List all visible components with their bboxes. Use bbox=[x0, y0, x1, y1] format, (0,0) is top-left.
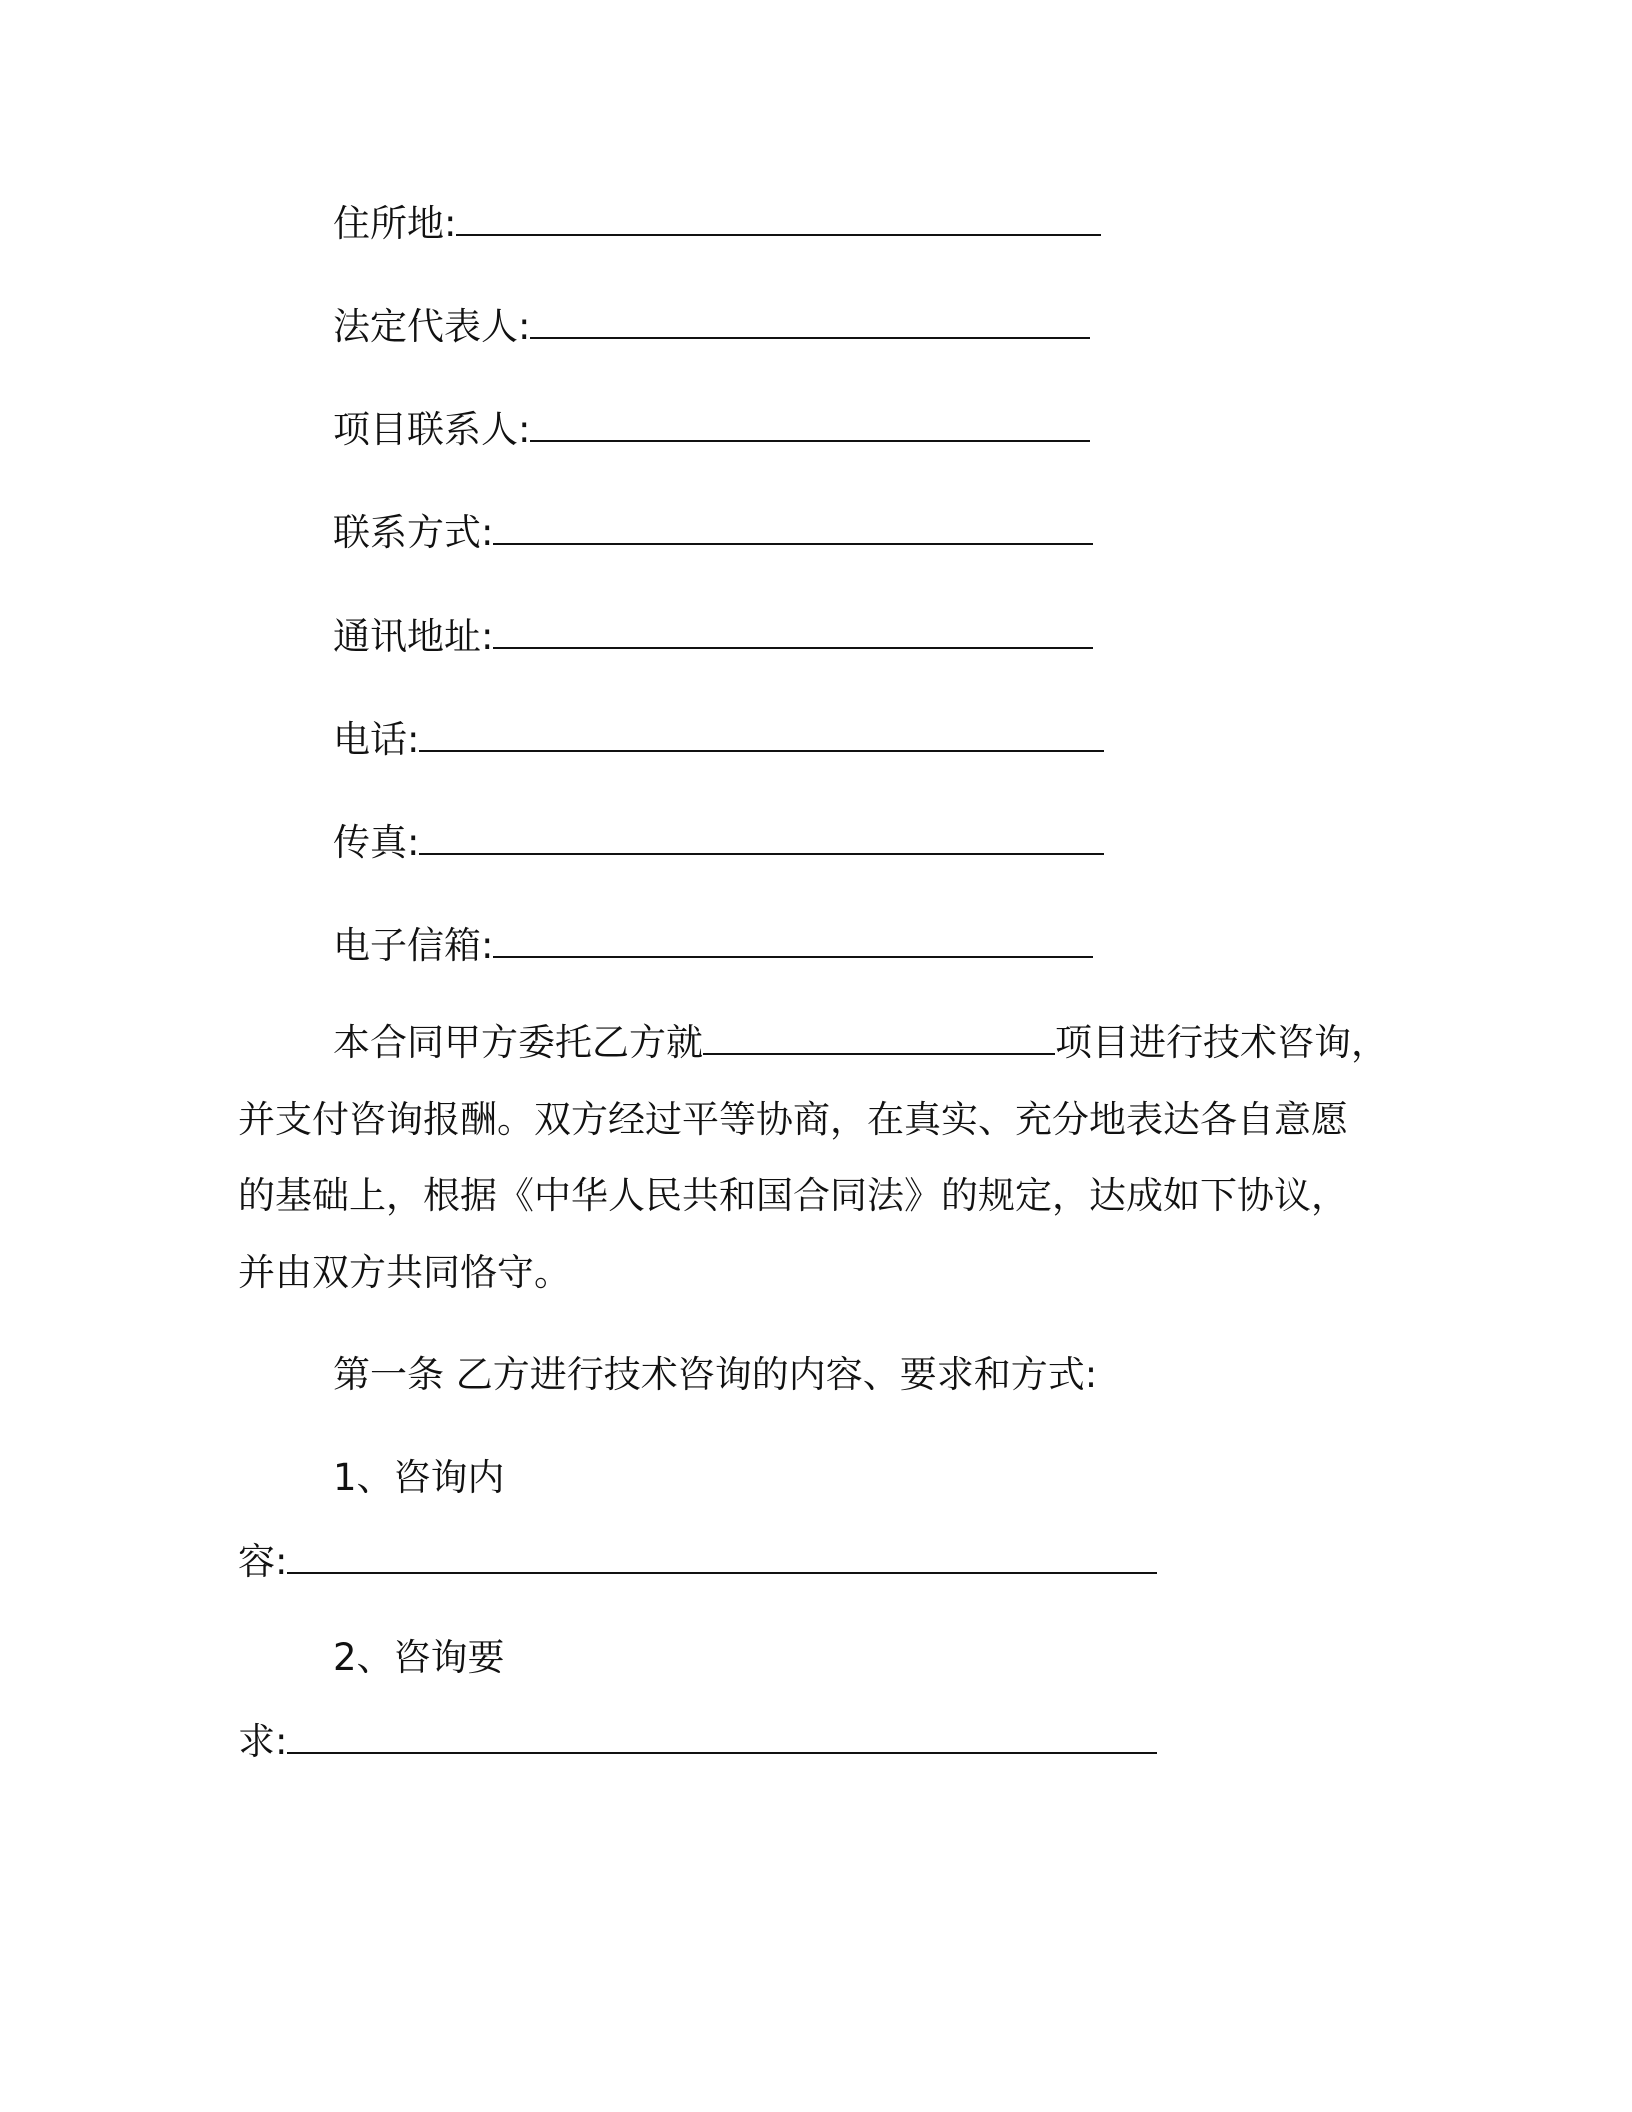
project-contact-label: 项目联系人: bbox=[333, 408, 531, 451]
residence-blank[interactable] bbox=[456, 204, 1101, 236]
consult-requirements-field bbox=[238, 1717, 1157, 1767]
legal-rep-blank[interactable] bbox=[530, 307, 1090, 339]
article-1-title: 第一条 乙方进行技术咨询的内容、要求和方式: bbox=[333, 1353, 1098, 1396]
preamble-line-1-start: 本合同甲方委托乙方就 bbox=[333, 1021, 703, 1064]
contact-method-label: 联系方式: bbox=[333, 511, 494, 554]
email-label: 电子信箱: bbox=[333, 924, 494, 967]
preamble-line-1-end: 项目进行技术咨询， bbox=[1055, 1021, 1388, 1064]
preamble-line-2: 并支付咨询报酬。双方经过平等协商，在真实、充分地表达各自意愿 bbox=[238, 1098, 1348, 1141]
consult-content-label: 1、咨询内 bbox=[333, 1456, 505, 1499]
contact-method-blank[interactable] bbox=[493, 513, 1093, 545]
consult-requirements-label: 2、咨询要 bbox=[333, 1636, 505, 1679]
phone-field bbox=[333, 715, 1104, 765]
preamble-line-3: 的基础上，根据《中华人民共和国合同法》的规定，达成如下协议， bbox=[238, 1174, 1348, 1217]
residence-label: 住所地: bbox=[333, 202, 457, 245]
mailing-address-blank[interactable] bbox=[493, 617, 1093, 649]
residence-field bbox=[333, 199, 1101, 249]
mailing-address-label: 通讯地址: bbox=[333, 615, 494, 658]
consult-requirements-label-cont: 求: bbox=[238, 1720, 288, 1763]
consult-content-field bbox=[238, 1537, 1157, 1587]
consult-content-blank[interactable] bbox=[287, 1542, 1157, 1574]
email-field bbox=[333, 921, 1093, 971]
legal-rep-field bbox=[333, 302, 1090, 352]
email-blank[interactable] bbox=[493, 926, 1093, 958]
project-contact-field bbox=[333, 405, 1090, 455]
preamble-line-1 bbox=[333, 1018, 1388, 1068]
mailing-address-field bbox=[333, 612, 1093, 662]
project-name-blank[interactable] bbox=[703, 1023, 1055, 1055]
preamble-line-4: 并由双方共同恪守。 bbox=[238, 1251, 571, 1294]
contact-method-field bbox=[333, 508, 1093, 558]
project-contact-blank[interactable] bbox=[530, 410, 1090, 442]
fax-label: 传真: bbox=[333, 821, 420, 864]
legal-rep-label: 法定代表人: bbox=[333, 305, 531, 348]
phone-label: 电话: bbox=[333, 718, 420, 761]
consult-requirements-blank[interactable] bbox=[287, 1722, 1157, 1754]
phone-blank[interactable] bbox=[419, 720, 1104, 752]
consult-content-label-cont: 容: bbox=[238, 1540, 288, 1583]
fax-blank[interactable] bbox=[419, 823, 1104, 855]
fax-field bbox=[333, 818, 1104, 868]
